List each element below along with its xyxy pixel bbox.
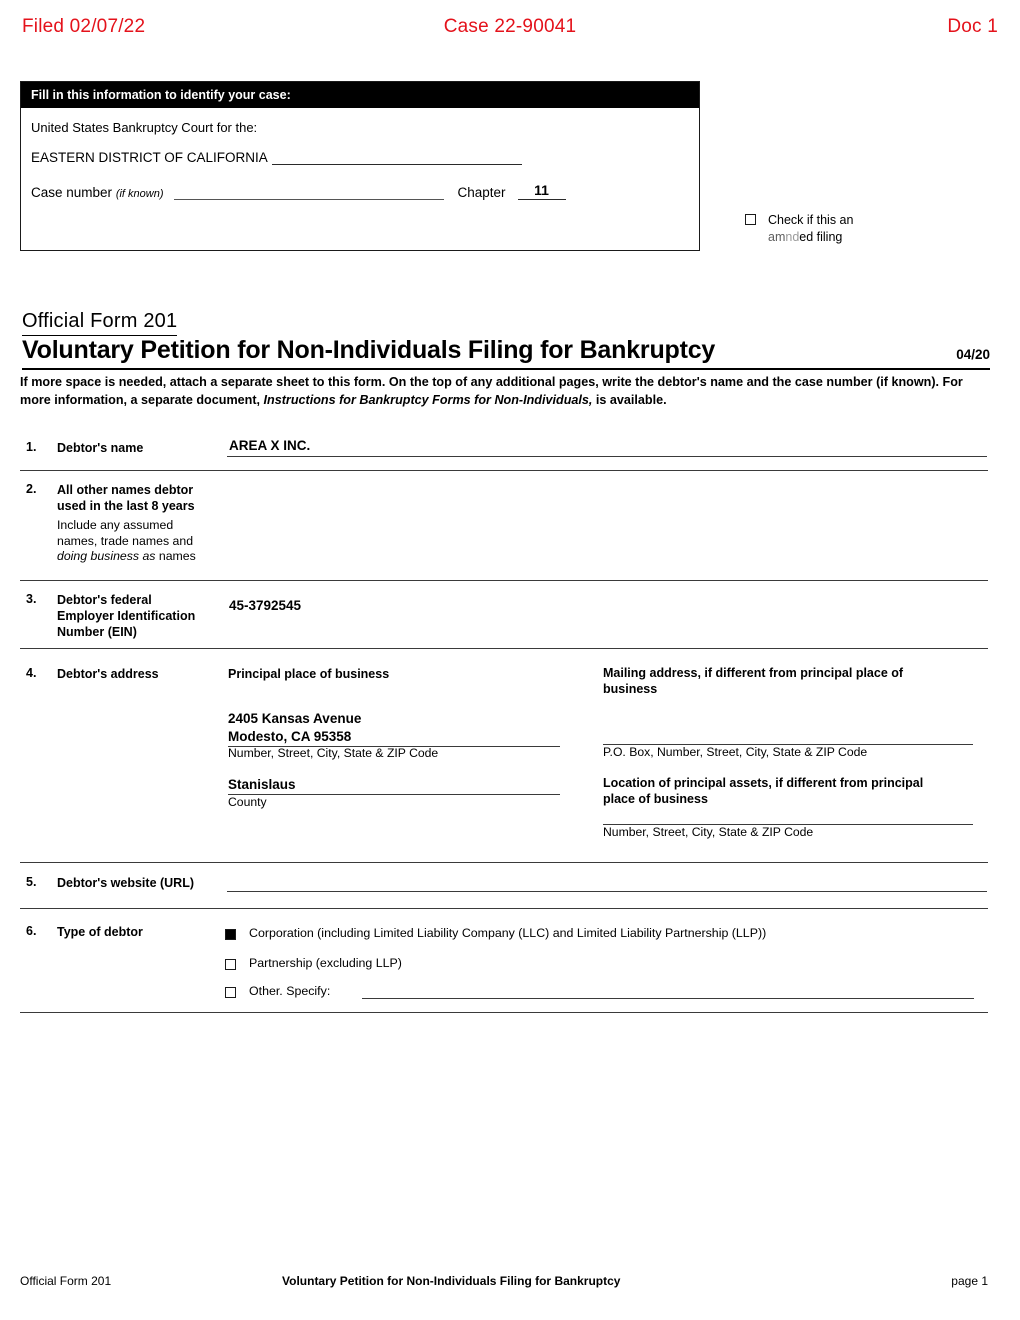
form-instructions [20,374,972,409]
divider-after-item-6 [20,1012,988,1013]
ecf-doc-number: Doc 1 [947,16,998,37]
case-box-title: Fill in this information to identify your case: [21,82,699,108]
item-3-label-line2: Employer Identification [57,609,196,623]
item-4-label: Debtor's address [57,667,159,681]
other-label: Other. Specify: [249,984,331,998]
divider-after-item-1 [20,470,988,471]
item-3-label [57,592,237,640]
mailing-address-caption: P.O. Box, Number, Street, City, State & ZIP Code [603,745,868,759]
item-1-number: 1. [26,440,37,454]
county-underline [228,794,560,795]
item-2-sub-line2: names, trade names and [57,533,194,548]
debtor-type-option-other[interactable] [225,984,330,998]
item-2-label-line1: All other names debtor [57,483,194,497]
amended-label-fragment-c: ed filing [799,230,843,244]
chapter-value[interactable]: 11 [518,182,566,200]
ecf-case-number: Case 22-90041 [443,16,577,37]
debtor-name-value[interactable]: AREA X INC. [229,438,311,453]
case-number-hint: (if known) [115,188,164,200]
debtor-type-option-corporation[interactable] [225,926,766,940]
other-checkbox[interactable] [225,987,236,998]
amended-label-fragment-b: nd [785,230,800,244]
intro-text-italic: Instructions for Bankruptcy Forms for Non-Individuals, [263,392,593,407]
district-underline [272,149,522,165]
chapter-label: Chapter [457,185,506,200]
item-6-label: Type of debtor [57,925,143,939]
district-field[interactable] [31,149,687,165]
amended-label-fragment-a: am [768,230,786,244]
item-3-number: 3. [26,592,37,606]
page-title: Voluntary Petition for Non-Individuals Filing for Bankruptcy [22,336,716,364]
principal-assets-caption: Number, Street, City, State & ZIP Code [603,825,814,839]
debtor-name-underline [227,456,987,457]
item-3-label-line3: Number (EIN) [57,625,137,639]
corporation-label: Corporation (including Limited Liability Company (LLC) and Limited Liability Partnership (LLP)) [249,926,767,940]
intro-text-part2: is available. [592,392,667,407]
district-value: EASTERN DISTRICT OF CALIFORNIA [31,150,268,165]
ein-value[interactable]: 45-3792545 [229,598,302,613]
form-revision-date: 04/20 [956,347,990,362]
item-1-label: Debtor's name [57,441,144,455]
item-2-label [57,482,237,514]
case-number-label: Case number (if known) [31,185,164,200]
item-4-number: 4. [26,666,37,680]
county-caption: County [228,795,267,809]
mailing-address-heading [603,665,973,697]
other-specify-underline [362,998,974,999]
corporation-checkbox[interactable] [225,929,236,940]
court-label: United States Bankruptcy Court for the: [31,120,258,135]
footer-form-title: Voluntary Petition for Non-Individuals Filing for Bankruptcy [282,1274,621,1288]
item-3-label-line1: Debtor's federal [57,593,152,607]
mailing-heading-line2: business [603,682,658,696]
address-line-2[interactable]: Modesto, CA 95358 [228,729,352,744]
amended-filing-field[interactable] [745,212,853,246]
form-number-heading: Official Form 201 [22,310,177,336]
ecf-stamp-header [22,16,998,42]
principal-place-heading: Principal place of business [228,667,390,681]
amended-filing-label: Check if this an amnded filing [768,213,854,244]
item-6-number: 6. [26,924,37,938]
divider-after-item-4 [20,862,988,863]
mailing-heading-line1: Mailing address, if different from principal place of [603,666,904,680]
divider-after-item-3 [20,648,988,649]
debtor-type-option-partnership[interactable] [225,956,402,970]
footer-form-number: Official Form 201 [20,1274,112,1288]
form-title-row [22,336,990,370]
address-line-1[interactable]: 2405 Kansas Avenue [228,711,362,726]
item-5-number: 5. [26,875,37,889]
item-2-sub-line1: Include any assumed [57,518,174,532]
partnership-checkbox[interactable] [225,959,236,970]
item-2-sub-line3-tail: names [155,549,196,563]
amended-filing-checkbox[interactable] [745,214,756,225]
intro-text-part1: If more space is needed, attach a separate sheet to this form. On the top of any additional pages, write the debtor's name and the case number (if known). For more information, a separate document, [20,375,963,407]
item-2-sublabel [57,518,227,565]
case-identification-box [20,81,700,251]
partnership-label: Partnership (excluding LLP) [249,956,402,970]
ecf-filed-date: Filed 02/07/22 [22,16,146,37]
divider-after-item-2 [20,580,988,581]
footer-page-number: page 1 [951,1274,988,1288]
assets-heading-line2: place of business [603,792,708,806]
principal-assets-heading [603,775,978,807]
county-value[interactable]: Stanislaus [228,777,296,792]
website-underline [227,891,987,892]
case-number-input[interactable] [174,185,444,200]
assets-heading-line1: Location of principal assets, if different from principal [603,776,924,790]
item-5-label: Debtor's website (URL) [57,876,195,890]
divider-after-item-5 [20,908,988,909]
item-2-label-line2: used in the last 8 years [57,499,195,513]
address-caption: Number, Street, City, State & ZIP Code [228,746,439,760]
item-2-sub-italic: doing business as [57,549,156,563]
item-2-number: 2. [26,482,37,496]
